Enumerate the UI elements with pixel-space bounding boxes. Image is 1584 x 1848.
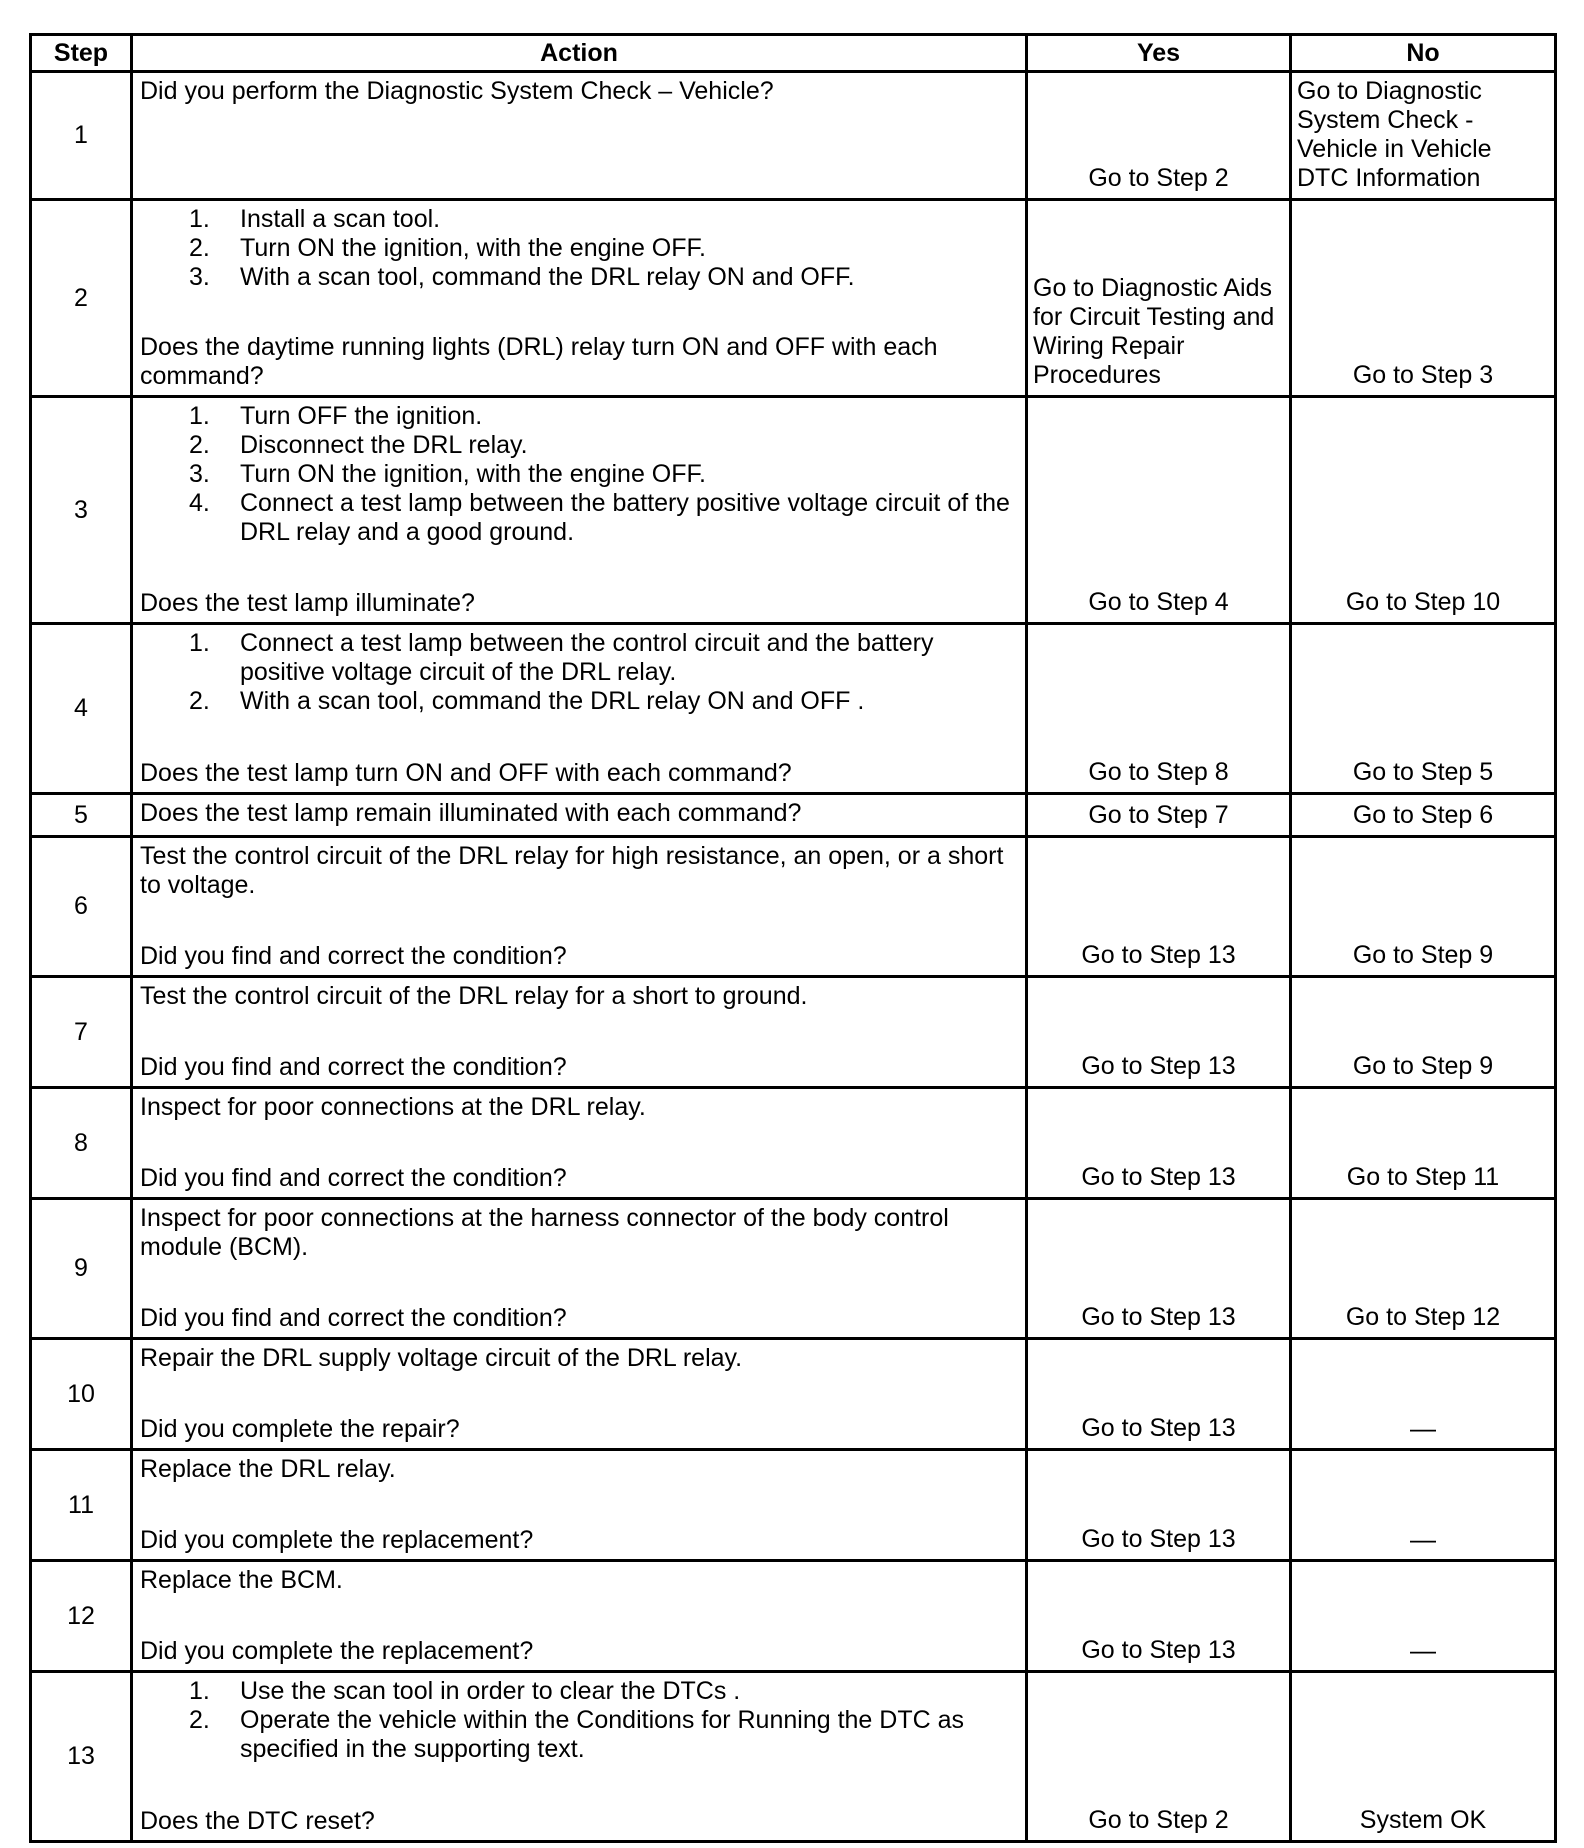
action-text: Inspect for poor connections at the DRL relay. [140,1093,646,1121]
yes-cell: Go to Step 2 [1027,72,1291,200]
table-row [31,72,1556,200]
action-cell [132,977,1027,1088]
action-cell [132,1339,1027,1450]
step-number: 5 [31,794,132,837]
yes-cell: Go to Step 13 [1027,1088,1291,1199]
no-cell: Go to Step 9 [1291,837,1556,977]
table-row [31,1450,1556,1561]
table-row [31,1672,1556,1842]
action-cell [132,1088,1027,1199]
action-question: Does the test lamp turn ON and OFF with each command? [140,759,792,787]
yes-cell: Go to Step 7 [1027,794,1291,837]
yes-cell: Go to Step 8 [1027,624,1291,794]
action-list-item [189,1677,1021,1706]
action-cell [132,72,1027,200]
action-cell [132,397,1027,624]
action-list [140,1677,1021,1764]
table-body [31,72,1556,1842]
action-question: Does the DTC reset? [140,1807,375,1835]
action-cell [132,200,1027,397]
yes-cell: Go to Step 2 [1027,1672,1291,1842]
no-cell: Go to Step 3 [1291,200,1556,397]
action-list-item [189,1706,1021,1764]
action-list-item [189,687,1021,716]
list-item-text: With a scan tool, command the DRL relay ON and OFF. [240,263,855,291]
action-text: Inspect for poor connections at the harness connector of the body control module (BCM). [140,1204,949,1261]
action-list-item [189,234,1021,263]
no-cell: Go to Step 12 [1291,1199,1556,1339]
action-question: Did you find and correct the condition? [140,942,567,970]
step-number: 12 [31,1561,132,1672]
list-number: 3. [189,263,210,291]
action-question: Does the test lamp illuminate? [140,589,475,617]
list-item-text: Turn ON the ignition, with the engine OFF. [240,460,706,488]
action-list-item [189,489,1021,547]
header-row [31,35,1556,72]
action-cell [132,1450,1027,1561]
action-text: Test the control circuit of the DRL relay for high resistance, an open, or a short to voltage. [140,842,1004,899]
action-question: Did you complete the replacement? [140,1526,534,1554]
step-number: 7 [31,977,132,1088]
no-cell: — [1291,1339,1556,1450]
step-number: 10 [31,1339,132,1450]
step-number: 11 [31,1450,132,1561]
list-number: 4. [189,489,210,517]
diagnostic-table [29,33,1557,1843]
yes-cell: Go to Step 13 [1027,1561,1291,1672]
no-cell: Go to Step 11 [1291,1088,1556,1199]
action-text: Does the test lamp remain illuminated with each command? [140,799,802,827]
no-cell: Go to Step 10 [1291,397,1556,624]
no-cell: Go to Step 9 [1291,977,1556,1088]
yes-cell: Go to Diagnostic Aids for Circuit Testing and Wiring Repair Procedures [1027,200,1291,397]
action-cell [132,624,1027,794]
action-text: Replace the BCM. [140,1566,343,1594]
list-number: 2. [189,687,210,715]
action-question: Did you find and correct the condition? [140,1053,567,1081]
table-row [31,1088,1556,1199]
action-question: Did you find and correct the condition? [140,1164,567,1192]
yes-cell: Go to Step 4 [1027,397,1291,624]
action-list-item [189,460,1021,489]
action-question: Does the daytime running lights (DRL) relay turn ON and OFF with each command? [140,333,938,390]
no-cell: Go to Step 6 [1291,794,1556,837]
list-number: 1. [189,1677,210,1705]
yes-cell: Go to Step 13 [1027,1339,1291,1450]
list-number: 1. [189,629,210,657]
action-list-item [189,263,1021,292]
action-text: Repair the DRL supply voltage circuit of the DRL relay. [140,1344,743,1372]
action-question: Did you complete the replacement? [140,1637,534,1665]
list-item-text: Connect a test lamp between the control circuit and the battery positive voltage circuit of the DRL relay. [240,629,934,686]
table-row [31,397,1556,624]
action-list-item [189,431,1021,460]
list-number: 1. [189,402,210,430]
action-text: Test the control circuit of the DRL relay for a short to ground. [140,982,808,1010]
table-row [31,200,1556,397]
action-list [140,402,1021,547]
list-number: 3. [189,460,210,488]
list-item-text: Disconnect the DRL relay. [240,431,528,459]
action-list [140,629,1021,716]
action-cell [132,837,1027,977]
list-number: 2. [189,431,210,459]
action-list-item [189,205,1021,234]
no-cell: — [1291,1561,1556,1672]
table-row [31,624,1556,794]
table-row [31,837,1556,977]
list-number: 2. [189,234,210,262]
step-number: 2 [31,200,132,397]
list-number: 2. [189,1706,210,1734]
table-row [31,1339,1556,1450]
action-list [140,205,1021,292]
list-item-text: Turn OFF the ignition. [240,402,483,430]
no-cell: Go to Diagnostic System Check - Vehicle in Vehicle DTC Information [1291,72,1556,200]
action-cell [132,1672,1027,1842]
action-text: Replace the DRL relay. [140,1455,396,1483]
action-list-item [189,629,1021,687]
step-number: 13 [31,1672,132,1842]
step-number: 6 [31,837,132,977]
action-list-item [189,402,1021,431]
list-item-text: Use the scan tool in order to clear the DTCs . [240,1677,741,1705]
step-number: 9 [31,1199,132,1339]
yes-cell: Go to Step 13 [1027,1450,1291,1561]
list-number: 1. [189,205,210,233]
table-row [31,1199,1556,1339]
yes-cell: Go to Step 13 [1027,977,1291,1088]
no-cell: System OK [1291,1672,1556,1842]
action-text: Did you perform the Diagnostic System Check – Vehicle? [140,77,774,105]
list-item-text: Connect a test lamp between the battery positive voltage circuit of the DRL relay and a good ground. [240,489,1010,546]
action-cell [132,794,1027,837]
list-item-text: With a scan tool, command the DRL relay ON and OFF . [240,687,865,715]
header-step: Step [31,35,132,72]
step-number: 4 [31,624,132,794]
step-number: 1 [31,72,132,200]
action-cell [132,1561,1027,1672]
header-yes: Yes [1027,35,1291,72]
yes-cell: Go to Step 13 [1027,837,1291,977]
list-item-text: Operate the vehicle within the Conditions for Running the DTC as specified in the supporting text. [240,1706,964,1763]
header-action: Action [132,35,1027,72]
yes-cell: Go to Step 13 [1027,1199,1291,1339]
table-row [31,1561,1556,1672]
header-no: No [1291,35,1556,72]
no-cell: Go to Step 5 [1291,624,1556,794]
no-cell: — [1291,1450,1556,1561]
list-item-text: Install a scan tool. [240,205,441,233]
table-row [31,977,1556,1088]
action-question: Did you find and correct the condition? [140,1304,567,1332]
table-row [31,794,1556,837]
list-item-text: Turn ON the ignition, with the engine OFF. [240,234,706,262]
action-question: Did you complete the repair? [140,1415,460,1443]
action-cell [132,1199,1027,1339]
step-number: 3 [31,397,132,624]
step-number: 8 [31,1088,132,1199]
